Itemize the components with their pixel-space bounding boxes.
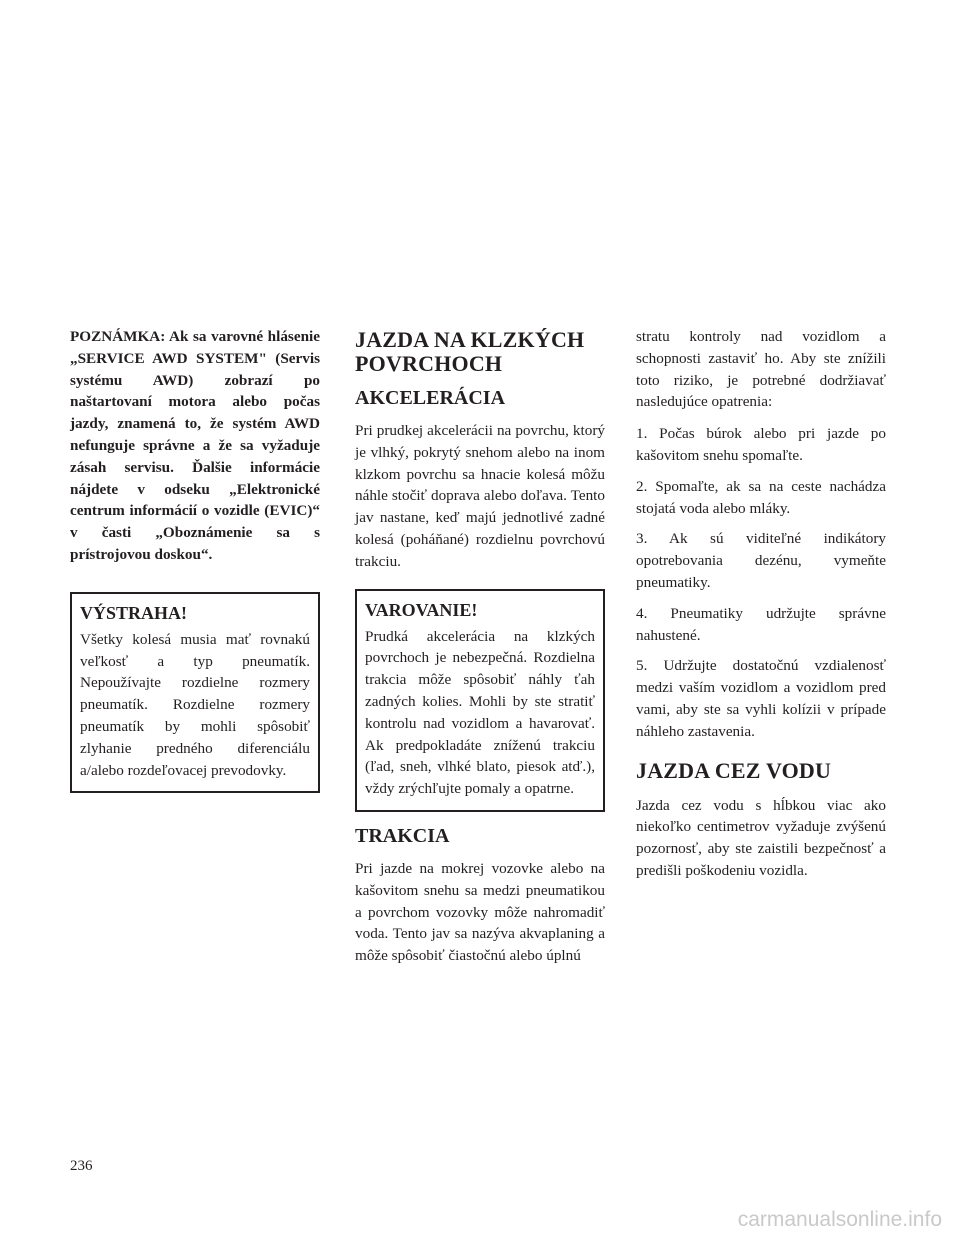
subheading-traction: TRAKCIA	[355, 824, 450, 847]
warning-box	[70, 592, 320, 794]
subheading-acceleration: AKCELERÁCIA	[355, 387, 506, 409]
hydroplaning-intro: stratu kontroly nad vozidlom a schopnosti zastaviť ho. Aby ste znížili toto riziko, je potrebné dodržiavať nasledujúce opatrenia:	[636, 328, 886, 411]
awd-note: POZNÁMKA: Ak sa varovné hlásenie „SERVICE AWD SYSTEM" (Servis systému AWD) zobrazí po naštartovaní motora alebo počas jazdy, znamená to, že systém AWD nefunguje správne a že sa vyžaduje zásah servisu. Ďalšie informácie nájdete v odseku „Elektronické centrum informácií o vozidle (EVIC)“ v časti „Oboznámenie sa s prístrojovou doskou“.	[70, 328, 320, 563]
warning-text: Všetky kolesá musia mať rovnakú veľkosť a typ pneumatík. Nepoužívajte rozdielne rozmery pneumatík. Rozdielne rozmery pneumatík by mohli spôsobiť zlyhanie predného diferenciálu a/alebo rozdeľovacej prevodovky.	[80, 630, 310, 779]
caution-box	[355, 589, 605, 812]
caution-title: VAROVANIE!	[365, 599, 478, 620]
column-middle	[355, 326, 605, 967]
column-left	[70, 326, 320, 793]
acceleration-text: Pri prudkej akcelerácii na povrchu, ktorý je vlhký, pokrytý snehom alebo na inom klzkom povrchu sa hnacie kolesá môžu náhle stočiť doprava alebo doľava. Tento jav nastane, keď majú jednotlivé zadné kolesá (poháňané) rozdielnu povrchovú trakciu.	[355, 422, 605, 570]
column-right	[636, 326, 886, 882]
list-item: 4. Pneumatiky udržujte správne nahustené.	[636, 604, 886, 644]
page-number: 236	[70, 1158, 93, 1174]
list-item: 3. Ak sú viditeľné indikátory opotrebovania dezénu, vymeňte pneumatiky.	[636, 530, 886, 591]
watermark: carmanualsonline.info	[737, 1208, 942, 1231]
water-driving-text: Jazda cez vodu s hĺbkou viac ako niekoľko centimetrov vyžaduje zvýšenú pozornosť, aby ste zaistili bezpečnosť a predišli poškodeniu vozidla.	[636, 796, 886, 879]
traction-text: Pri jazde na mokrej vozovke alebo na kašovitom snehu sa medzi pneumatikou a povrchom vozovky môže nahromadiť voda. Tento jav sa nazýva akvaplaning a môže spôsobiť čiastočnú alebo úplnú	[355, 859, 605, 965]
caution-text: Prudká akcelerácia na klzkých povrchoch je nebezpečná. Rozdielna trakcia môže spôsobiť náhly ťah zadných kolies. Mohli by ste stratiť kontrolu nad vozidlom a havarovať. Ak predpokladáte zníženú trakciu (ľad, sneh, vlhké blato, piesok atď.), vždy zrýchľujte pomaly a opatrne.	[365, 627, 595, 798]
list-item: 1. Počas búrok alebo pri jazde po kašovitom snehu spomaľte.	[636, 425, 886, 464]
section-heading-water: JAZDA CEZ VODU	[636, 757, 832, 783]
section-heading-slippery: JAZDA NA KLZKÝCH POVRCHOCH	[355, 327, 585, 376]
warning-title: VÝSTRAHA!	[80, 602, 188, 623]
list-item: 5. Udržujte dostatočnú vzdialenosť medzi vaším vozidlom a vozidlom pred vami, aby ste sa vyhli kolízii v prípade náhleho zastavenia.	[636, 657, 886, 740]
list-item: 2. Spomaľte, ak sa na ceste nachádza stojatá voda alebo mláky.	[636, 477, 886, 517]
